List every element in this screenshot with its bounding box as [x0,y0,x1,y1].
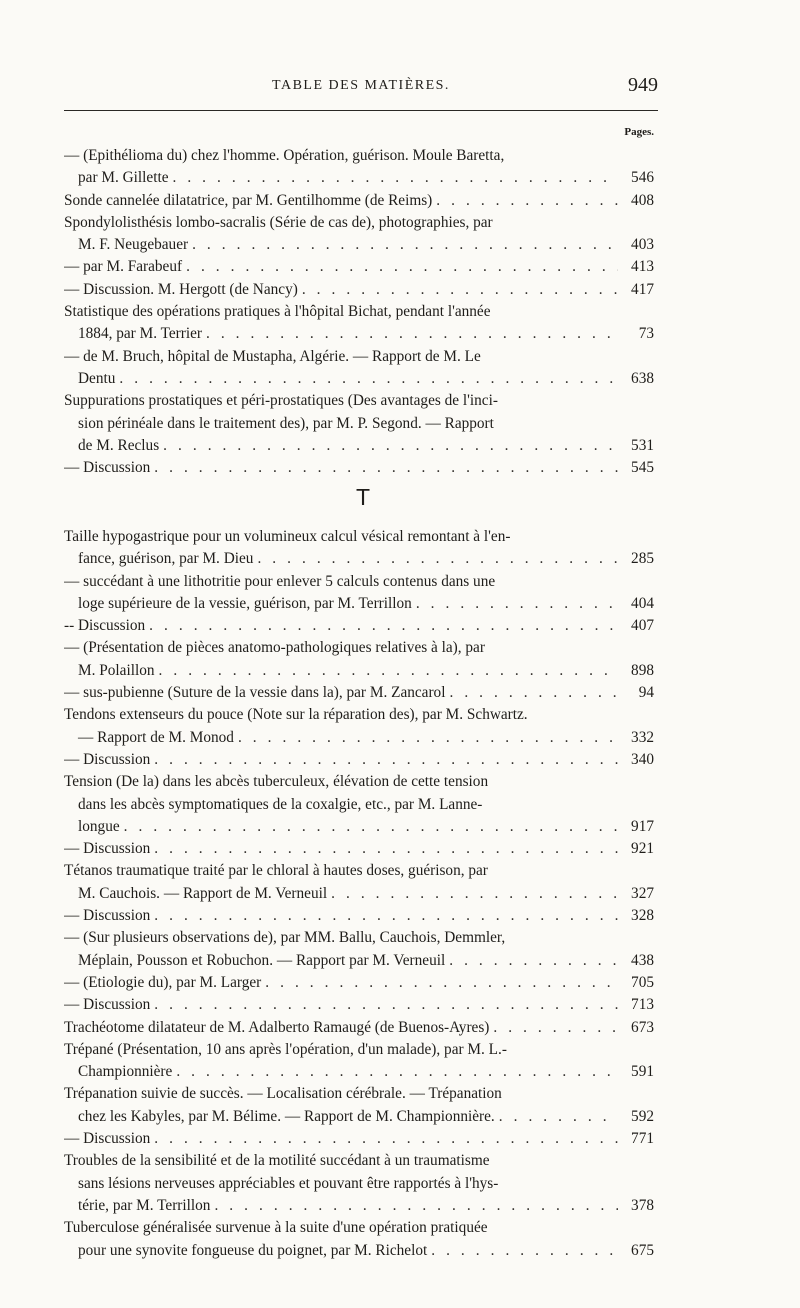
dot-leader [449,950,618,972]
entry-text: sion périnéale dans le traitement des), par M. P. Segond. — Rapport [78,414,494,432]
index-entry-line [64,1128,654,1150]
dot-leader [449,682,618,704]
entry-text: Statistique des opérations pratiques à l'hôpital Bichat, pendant l'année [64,303,491,321]
header-rule [64,110,658,111]
entry-page-number: 591 [631,1063,654,1081]
index-entry-line [64,526,654,548]
entry-page-number: 378 [631,1196,654,1214]
entry-text: M. Polaillon [78,661,155,679]
dot-leader [154,1128,618,1150]
entry-text: — Rapport de M. Monod [78,728,234,746]
index-entry-line [64,838,654,860]
entry-page-number: 917 [631,817,654,835]
entry-text: — succédant à une lithotritie pour enlever 5 calculs contenus dans une [64,572,496,590]
running-title: TABLE DES MATIÈRES. [272,78,450,93]
dot-leader [124,816,618,838]
index-entry-line [64,145,654,167]
index-entry-line [64,1017,654,1039]
index-entries-t [64,526,654,1262]
dot-leader [436,190,618,212]
index-entry-line [64,435,654,457]
entry-page-number: 592 [631,1107,654,1125]
index-entry-line [64,905,654,927]
dot-leader [331,883,618,905]
entry-text: — Discussion [64,459,151,477]
entry-text: Trachéotome dilatateur de M. Adalberto Ramaugé (de Buenos-Ayres) [64,1018,490,1036]
index-entry-line [64,972,654,994]
entry-page-number: 921 [631,840,654,858]
index-entry-line [64,368,654,390]
entry-page-number: 675 [631,1241,654,1259]
entry-text: par M. Gillette [78,169,169,187]
index-entry-line [64,950,654,972]
dot-leader [163,435,618,457]
index-entry-line [64,883,654,905]
index-entry-line [64,860,654,882]
index-entry-line [64,548,654,570]
entry-text: — sus-pubienne (Suture de la vessie dans la), par M. Zancarol [64,684,446,702]
index-entry-line [64,1106,654,1128]
dot-leader [302,279,618,301]
entry-text: — par M. Farabeuf [64,258,183,276]
index-entry-line [64,615,654,637]
entry-page-number: 546 [631,169,654,187]
entry-text: — Discussion [64,996,151,1014]
dot-leader [154,457,618,479]
index-entry-line [64,593,654,615]
entry-text: Tuberculose généralisée survenue à la suite d'une opération pratiquée [64,1219,488,1237]
entry-page-number: 705 [631,973,654,991]
index-entry-line [64,1240,654,1262]
dot-leader [416,593,618,615]
page-header [64,74,658,102]
index-entry-line [64,660,654,682]
entry-text: Troubles de la sensibilité et de la motilité succédant à un traumatisme [64,1152,490,1170]
entry-text: — (Epithélioma du) chez l'homme. Opération, guérison. Moule Baretta, [64,147,505,164]
entry-page-number: 328 [631,907,654,925]
entry-text: — (Présentation de pièces anatomo-pathologiques relatives à la), par [64,639,485,657]
index-entry-line [64,279,654,301]
index-entry-line [64,1173,654,1195]
entry-text: chez les Kabyles, par M. Bélime. — Rapport de M. Championnière. [78,1107,495,1125]
dot-leader [192,234,618,256]
entry-text: — de M. Bruch, hôpital de Mustapha, Algérie. — Rapport de M. Le [64,347,481,365]
entry-text: M. Cauchois. — Rapport de M. Verneuil [78,884,328,902]
index-entry-line [64,771,654,793]
entry-page-number: 417 [631,280,654,298]
dot-leader [238,727,618,749]
entry-text: Tension (De la) dans les abcès tuberculeux, élévation de cette tension [64,773,489,791]
dot-leader [172,167,618,189]
entry-text: Championnière [78,1063,173,1081]
dot-leader [257,548,618,570]
entry-text: Tétanos traumatique traité par le chloral à hautes doses, guérison, par [64,862,488,880]
section-letter: T [356,484,371,510]
entry-text: — (Etiologie du), par M. Larger [64,973,262,991]
entry-text: Méplain, Pousson et Robuchon. — Rapport par M. Verneuil [78,951,446,969]
entry-page-number: 673 [631,1018,654,1036]
dot-leader [206,323,618,345]
index-entry-line [64,816,654,838]
entry-text: Dentu [78,369,116,387]
index-entry-line [64,571,654,593]
index-entry-line [64,1150,654,1172]
entry-text: -- Discussion [64,617,146,635]
index-entry-line [64,390,654,412]
entry-text: de M. Reclus [78,436,160,454]
entry-page-number: 73 [638,325,654,343]
entry-page-number: 407 [631,617,654,635]
dot-leader [154,994,618,1016]
index-entry-line [64,704,654,726]
entry-text: — (Sur plusieurs observations de), par MM. Ballu, Cauchois, Demmler, [64,929,506,947]
dot-leader [493,1017,618,1039]
entry-page-number: 545 [631,459,654,477]
entry-text: fance, guérison, par M. Dieu [78,550,254,568]
index-entry-line [64,1061,654,1083]
entry-page-number: 408 [631,191,654,209]
entry-page-number: 332 [631,728,654,746]
entry-text: Suppurations prostatiques et péri-prostatiques (Des avantages de l'inci- [64,392,498,410]
dot-leader [176,1061,618,1083]
dot-leader [499,1106,618,1128]
entry-text: Trépané (Présentation, 10 ans après l'opération, d'un malade), par M. L.- [64,1040,507,1058]
index-entry-line [64,749,654,771]
entry-page-number: 404 [631,594,654,612]
dot-leader [154,905,618,927]
index-entry-line [64,682,654,704]
index-entry-line [64,457,654,479]
entry-text: — Discussion [64,840,151,858]
page-number: 949 [628,74,658,96]
entry-page-number: 403 [631,236,654,254]
index-entry-line [64,256,654,278]
index-entry-line [64,1217,654,1239]
entry-text: dans les abcès symptomatiques de la coxalgie, etc., par M. Lanne- [78,795,483,813]
entry-page-number: 340 [631,750,654,768]
entry-text: 1884, par M. Terrier [78,325,202,343]
entry-text: Tendons extenseurs du pouce (Note sur la réparation des), par M. Schwartz. [64,706,528,724]
entry-page-number: 713 [631,996,654,1014]
dot-leader [154,749,618,771]
index-entry-line [64,637,654,659]
index-entry-line [64,346,654,368]
dot-leader [186,256,618,278]
index-entry-line [64,1083,654,1105]
entry-text: M. F. Neugebauer [78,236,189,254]
index-entry-line [64,190,654,212]
entry-text: — Discussion [64,1130,151,1148]
dot-leader [265,972,618,994]
entry-text: — Discussion [64,907,151,925]
entry-text: pour une synovite fongueuse du poignet, par M. Richelot [78,1241,428,1259]
entry-page-number: 898 [631,661,654,679]
pages-column-label: Pages. [624,126,654,138]
entry-text: Taille hypogastrique pour un volumineux calcul vésical remontant à l'en- [64,528,511,545]
entry-page-number: 413 [631,258,654,276]
entry-text: loge supérieure de la vessie, guérison, par M. Terrillon [78,594,412,612]
index-entry-line [64,1195,654,1217]
dot-leader [154,838,618,860]
entry-text: — Discussion. M. Hergott (de Nancy) [64,280,298,298]
index-entry-line [64,794,654,816]
entry-page-number: 638 [631,369,654,387]
index-entry-line [64,1039,654,1061]
index-entry-line [64,994,654,1016]
index-entry-line [64,212,654,234]
entry-page-number: 531 [631,436,654,454]
entry-text: Sonde cannelée dilatatrice, par M. Gentilhomme (de Reims) [64,191,433,209]
index-entry-line [64,234,654,256]
entry-text: — Discussion [64,750,151,768]
dot-leader [119,368,618,390]
index-entry-line [64,927,654,949]
index-entry-line [64,167,654,189]
entry-page-number: 438 [631,951,654,969]
entry-text: longue [78,817,120,835]
index-entry-line [64,413,654,435]
index-entries-s [64,145,654,479]
entry-text: térie, par M. Terrillon [78,1196,211,1214]
entry-page-number: 94 [638,684,654,702]
dot-leader [149,615,618,637]
dot-leader [159,660,619,682]
index-entry-line [64,323,654,345]
entry-text: Spondylolisthésis lombo-sacralis (Série de cas de), photographies, par [64,213,493,231]
index-entry-line [64,727,654,749]
entry-page-number: 285 [631,550,654,568]
entry-text: sans lésions nerveuses appréciables et pouvant être rapportés à l'hys- [78,1174,499,1192]
entry-text: Trépanation suivie de succès. — Localisation cérébrale. — Trépanation [64,1085,502,1103]
entry-page-number: 771 [631,1130,654,1148]
entry-page-number: 327 [631,884,654,902]
dot-leader [214,1195,618,1217]
dot-leader [431,1240,618,1262]
index-entry-line [64,301,654,323]
